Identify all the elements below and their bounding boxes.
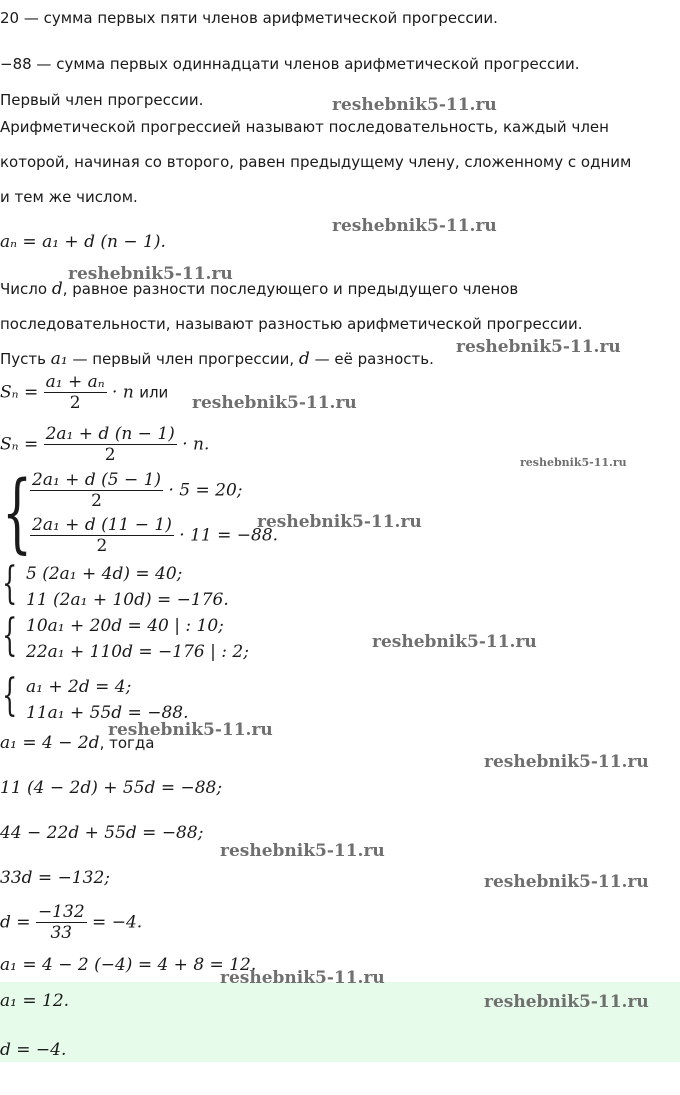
watermark: reshebnik5-11.ru (68, 264, 233, 284)
step-expand: 44 − 22d + 55d = −88; (0, 823, 204, 843)
watermark: reshebnik5-11.ru (484, 872, 649, 892)
text-chislo: Число (0, 280, 52, 298)
watermark: reshebnik5-11.ru (257, 512, 422, 532)
system2-row1: 5 (2a₁ + 4d) = 40; (26, 564, 183, 584)
system4-row2: 11a₁ + 55d = −88. (26, 703, 189, 723)
nth-term-formula: aₙ = a₁ + d (n − 1). (0, 232, 166, 252)
watermark: reshebnik5-11.ru (520, 456, 627, 469)
system3-row1: 10a₁ + 20d = 40 | : 10; (26, 616, 224, 636)
a1-expression: a₁ = 4 − 2d, тогда (0, 733, 155, 753)
text-first-term: — первый член прогрессии, (67, 350, 299, 368)
var-d: d (51, 279, 63, 299)
difference-definition-line-2: последовательности, называют разностью арифметической прогрессии. (0, 315, 583, 333)
find-first-term: Первый член прогрессии. (0, 91, 204, 109)
definition-line-1: Арифметической прогрессией называют последовательность, каждый член (0, 118, 609, 136)
system-brace-1: { (2, 463, 33, 563)
system2-row2: 11 (2a₁ + 10d) = −176. (26, 590, 229, 610)
system-brace-2: { (2, 558, 18, 609)
watermark: reshebnik5-11.ru (372, 632, 537, 652)
d-solution: d = $\frac{-132}{33}$ = −4. (0, 902, 143, 943)
var-a1: a₁ (50, 349, 68, 369)
watermark: reshebnik5-11.ru (192, 393, 357, 413)
watermark: reshebnik5-11.ru (108, 720, 273, 740)
text-or: или (139, 383, 169, 402)
system1-row1: $\frac{\text{2a₁ + d (5 − 1)}}{2}$ · 5 = 20; (32, 470, 243, 511)
system-brace-3: { (2, 610, 18, 661)
step-substitute: 11 (4 − 2d) + 55d = −88; (0, 778, 223, 798)
text-pust: Пусть (0, 350, 51, 368)
given-sum-five: 20 — сумма первых пяти членов арифметической прогрессии. (0, 9, 498, 27)
step-combine: 33d = −132; (0, 868, 110, 888)
sum-fraction-1: $\frac{\text{a₁ + aₙ}}{2}$ (45, 372, 105, 413)
system1-row2: $\frac{\text{2a₁ + d (11 − 1)}}{2}$ · 11 = −88. (32, 515, 279, 556)
sum-formula-2: Sₙ = $\frac{\text{2a₁ + d (n − 1)}}{2}$ · n. (0, 424, 210, 465)
watermark: reshebnik5-11.ru (220, 968, 385, 988)
a1-calculation: a₁ = 4 − 2 (−4) = 4 + 8 = 12. (0, 955, 257, 975)
definition-line-3: и тем же числом. (0, 188, 138, 206)
answer-a1: a₁ = 12. (0, 991, 70, 1011)
watermark: reshebnik5-11.ru (332, 216, 497, 236)
watermark: reshebnik5-11.ru (456, 337, 621, 357)
given-sum-eleven: −88 — сумма первых одиннадцати членов арифметической прогрессии. (0, 55, 580, 73)
let-statement (0, 349, 434, 369)
system-brace-4: { (2, 670, 18, 721)
text-difference-end: — её разность. (309, 350, 434, 368)
text-difference: , равное разности последующего и предыдущего членов (62, 280, 519, 298)
answer-d: d = −4. (0, 1040, 67, 1060)
watermark: reshebnik5-11.ru (220, 841, 385, 861)
system3-row2: 22a₁ + 110d = −176 | : 2; (26, 642, 249, 662)
var-d-2: d (298, 349, 310, 369)
text-then: , тогда (99, 734, 155, 752)
system4-row1: a₁ + 2d = 4; (26, 677, 132, 697)
watermark: reshebnik5-11.ru (332, 95, 497, 115)
watermark: reshebnik5-11.ru (484, 992, 649, 1012)
sum-formula-1: Sₙ = $\frac{\text{a₁ + aₙ}}{2}$ · n или (0, 372, 169, 413)
definition-line-2: которой, начиная со второго, равен предыдущему члену, сложенному с одним (0, 153, 632, 171)
watermark: reshebnik5-11.ru (484, 752, 649, 772)
sum-fraction-2: $\frac{\text{2a₁ + d (n − 1)}}{2}$ (45, 424, 175, 465)
